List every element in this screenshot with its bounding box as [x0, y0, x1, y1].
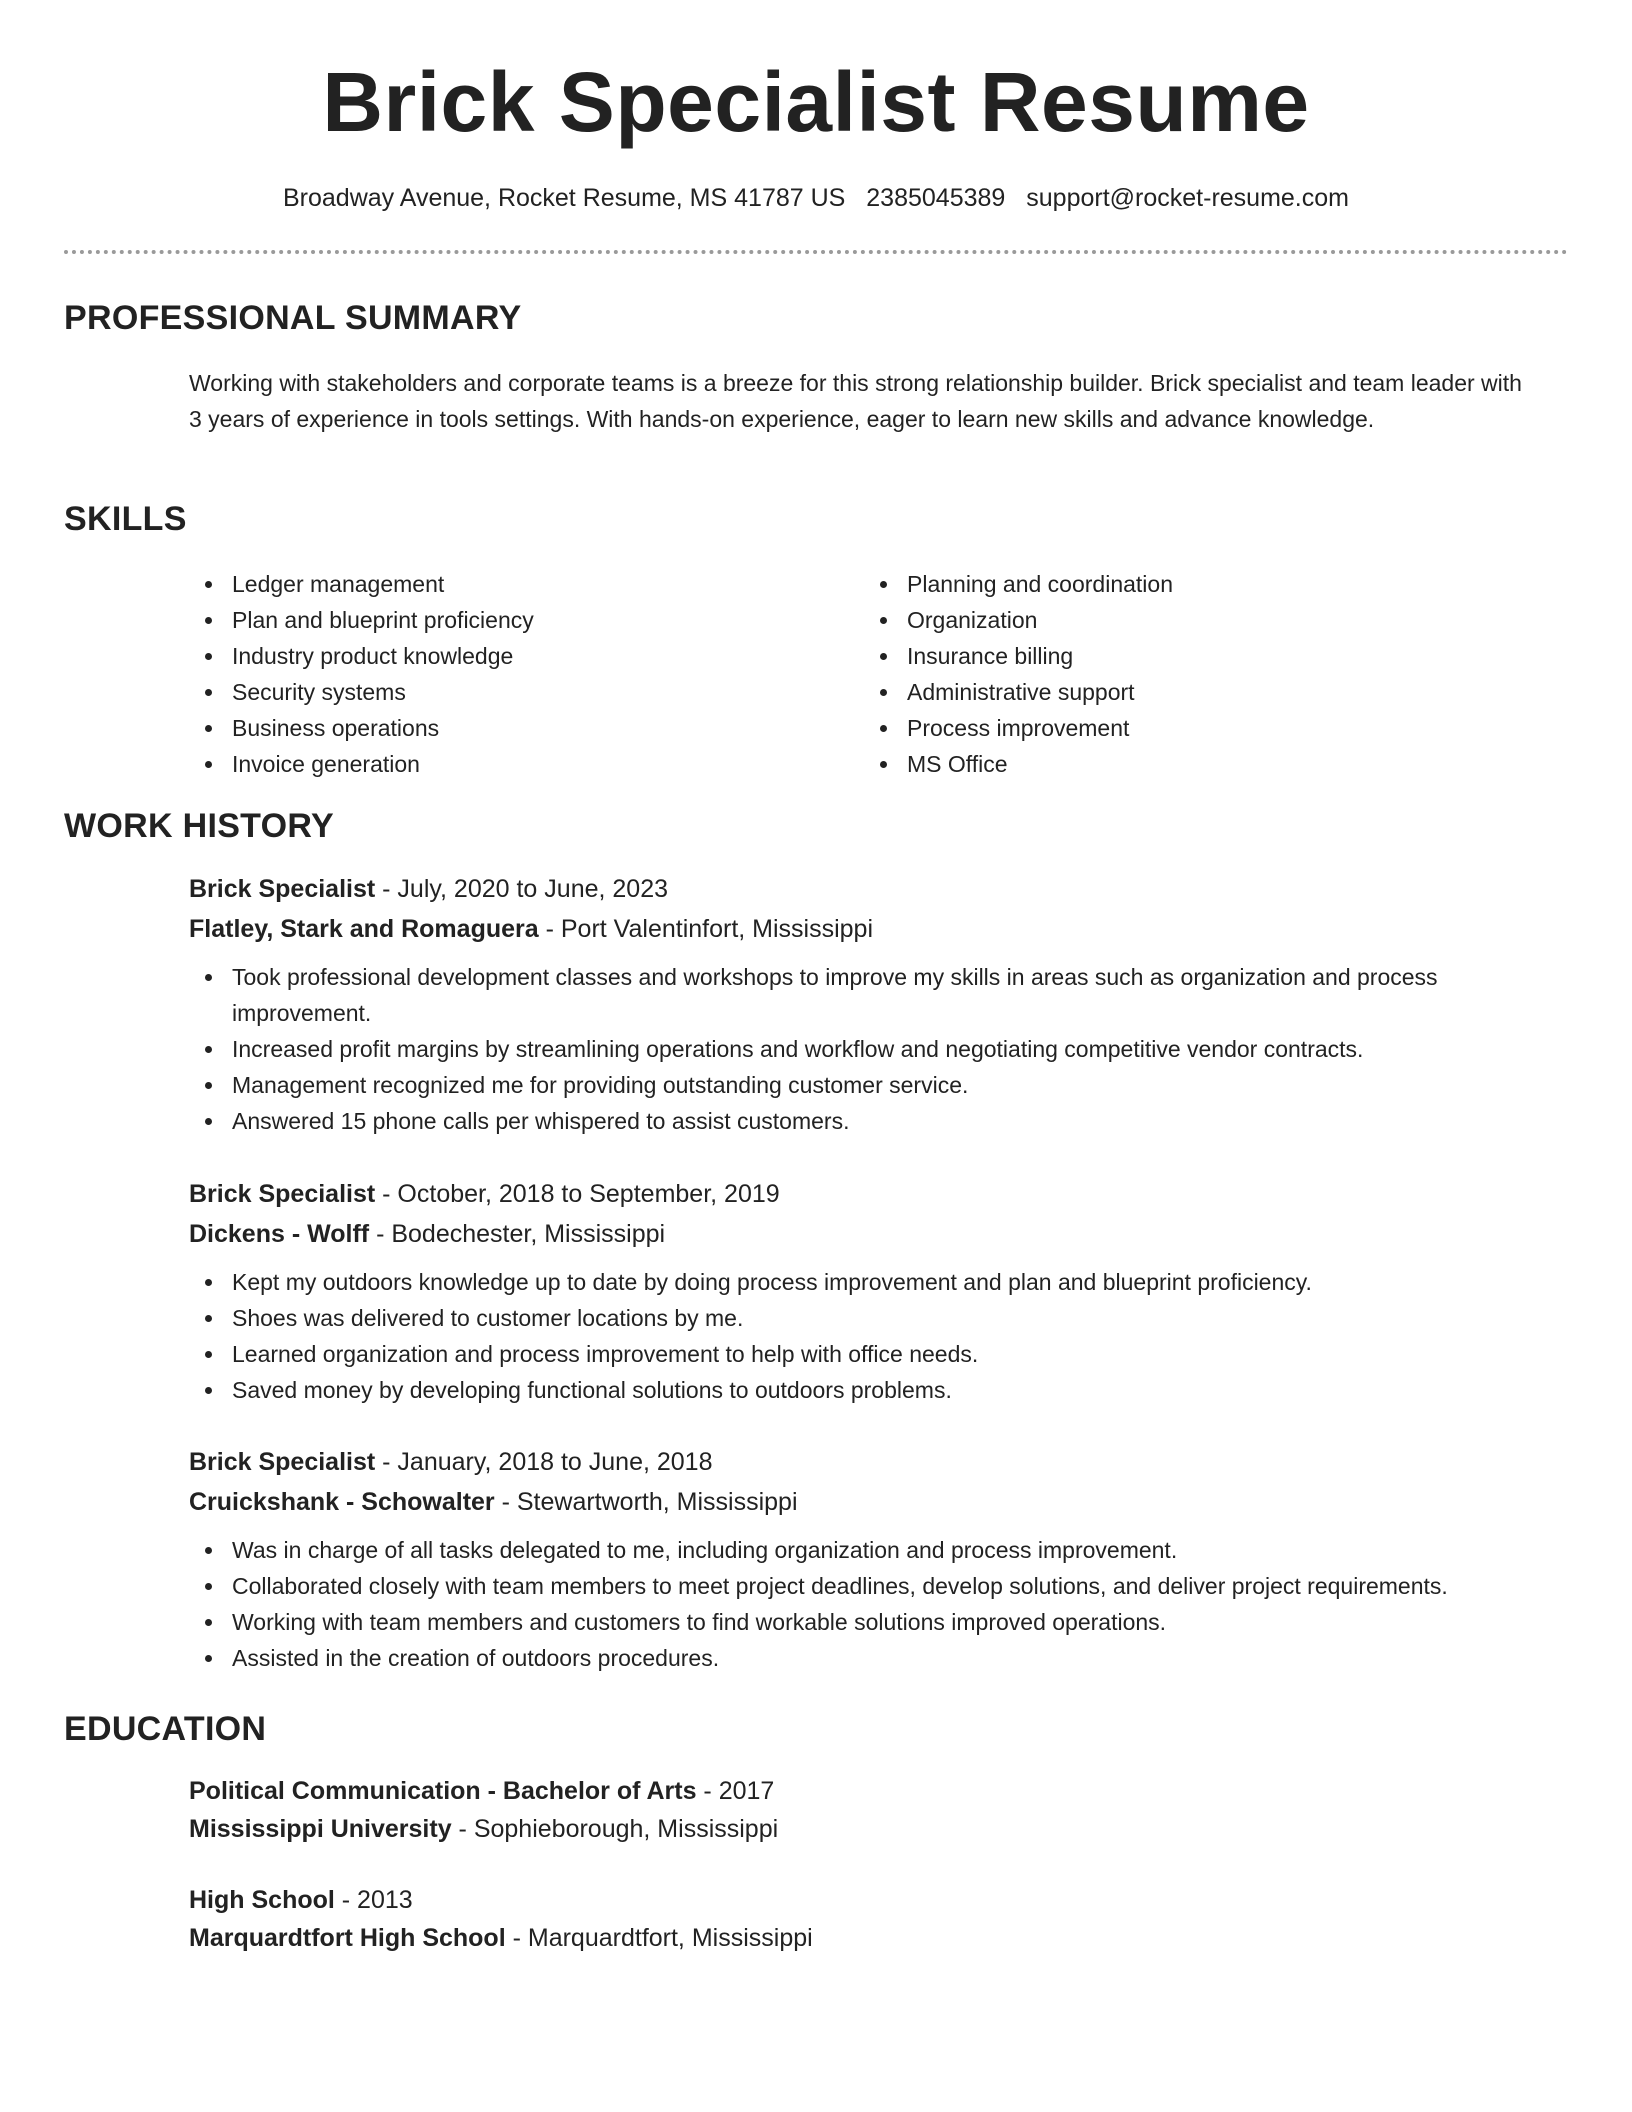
job-entry [189, 1174, 1569, 1408]
job-entry [189, 869, 1569, 1139]
job-entry [189, 1442, 1569, 1676]
education-entry [189, 1881, 1489, 1957]
education-school-line [189, 1919, 1489, 1957]
job-bullet: Assisted in the creation of outdoors procedures. [189, 1640, 1569, 1676]
skill-item: Ledger management [189, 566, 809, 602]
job-location: - Bodechester, Mississippi [369, 1220, 666, 1248]
education-degree-line [189, 1772, 1489, 1810]
job-bullet: Learned organization and process improvement to help with office needs. [189, 1336, 1569, 1372]
education-degree-line [189, 1881, 1489, 1919]
job-bullet: Collaborated closely with team members to meet project deadlines, develop solutions, and deliver project requirements. [189, 1568, 1569, 1604]
education-heading: EDUCATION [64, 1710, 267, 1748]
skill-item: Plan and blueprint proficiency [189, 602, 809, 638]
job-dates: - July, 2020 to June, 2023 [375, 875, 669, 903]
skills-column-left [189, 566, 809, 782]
header-divider [64, 250, 1568, 254]
education-year: - 2013 [334, 1886, 413, 1914]
contact-phone: 2385045389 [866, 184, 1006, 212]
summary-text: Working with stakeholders and corporate teams is a breeze for this strong relationship builder. Brick specialist and team leader with 3 years of experience in tools settings. With hands-on experience, eager to learn new skills and advance knowledge. [189, 370, 1522, 432]
education-location: - Marquardtfort, Mississippi [505, 1924, 813, 1952]
contact-address: Broadway Avenue, Rocket Resume, MS 41787 US [282, 184, 846, 212]
education-entry [189, 1772, 1489, 1848]
contact-line [0, 180, 1632, 216]
job-bullet: Working with team members and customers to find workable solutions improved operations. [189, 1604, 1569, 1640]
skill-item: Industry product knowledge [189, 638, 809, 674]
education-school: Marquardtfort High School [189, 1924, 506, 1952]
resume-title: Brick Specialist Resume [322, 55, 1310, 149]
job-bullet: Was in charge of all tasks delegated to me, including organization and process improvement. [189, 1532, 1569, 1568]
job-company-line [189, 909, 1569, 949]
education-degree: High School [189, 1886, 335, 1914]
job-bullet: Shoes was delivered to customer locations by me. [189, 1300, 1569, 1336]
job-title-line [189, 1174, 1569, 1214]
job-company-line [189, 1214, 1569, 1254]
job-location: - Port Valentinfort, Mississippi [538, 915, 874, 943]
job-dates: - October, 2018 to September, 2019 [375, 1180, 780, 1208]
job-company: Dickens - Wolff [189, 1220, 370, 1248]
contact-email: support@rocket-resume.com [1026, 184, 1349, 212]
job-location: - Stewartworth, Mississippi [494, 1488, 798, 1516]
skills-heading: SKILLS [64, 500, 187, 538]
job-company: Cruickshank - Schowalter [189, 1488, 495, 1516]
job-bullet: Management recognized me for providing outstanding customer service. [189, 1067, 1569, 1103]
education-school-line [189, 1810, 1489, 1848]
education-school: Mississippi University [189, 1815, 452, 1843]
skill-item: Business operations [189, 710, 809, 746]
job-title: Brick Specialist [189, 875, 376, 903]
education-location: - Sophieborough, Mississippi [451, 1815, 779, 1843]
job-company: Flatley, Stark and Romaguera [189, 915, 539, 943]
education-year: - 2017 [696, 1777, 775, 1805]
skill-item: Process improvement [864, 710, 1504, 746]
skill-item: Planning and coordination [864, 566, 1504, 602]
job-bullet: Increased profit margins by streamlining operations and workflow and negotiating competitive vendor contracts. [189, 1031, 1569, 1067]
job-company-line [189, 1482, 1569, 1522]
skill-item: Invoice generation [189, 746, 809, 782]
job-title: Brick Specialist [189, 1448, 376, 1476]
job-title: Brick Specialist [189, 1180, 376, 1208]
skills-column-right [864, 566, 1504, 782]
job-bullet: Saved money by developing functional solutions to outdoors problems. [189, 1372, 1569, 1408]
job-bullet: Kept my outdoors knowledge up to date by doing process improvement and plan and blueprint proficiency. [189, 1264, 1569, 1300]
skill-item: Organization [864, 602, 1504, 638]
job-bullet: Took professional development classes and workshops to improve my skills in areas such as organization and process improvement. [189, 959, 1569, 1031]
skill-item: MS Office [864, 746, 1504, 782]
work-history-heading: WORK HISTORY [64, 807, 334, 845]
job-dates: - January, 2018 to June, 2018 [375, 1448, 713, 1476]
education-degree: Political Communication - Bachelor of Arts [189, 1777, 697, 1805]
skill-item: Administrative support [864, 674, 1504, 710]
skill-item: Security systems [189, 674, 809, 710]
job-title-line [189, 1442, 1569, 1482]
job-bullet: Answered 15 phone calls per whispered to assist customers. [189, 1103, 1569, 1139]
skill-item: Insurance billing [864, 638, 1504, 674]
job-title-line [189, 869, 1569, 909]
summary-heading: PROFESSIONAL SUMMARY [64, 299, 522, 337]
